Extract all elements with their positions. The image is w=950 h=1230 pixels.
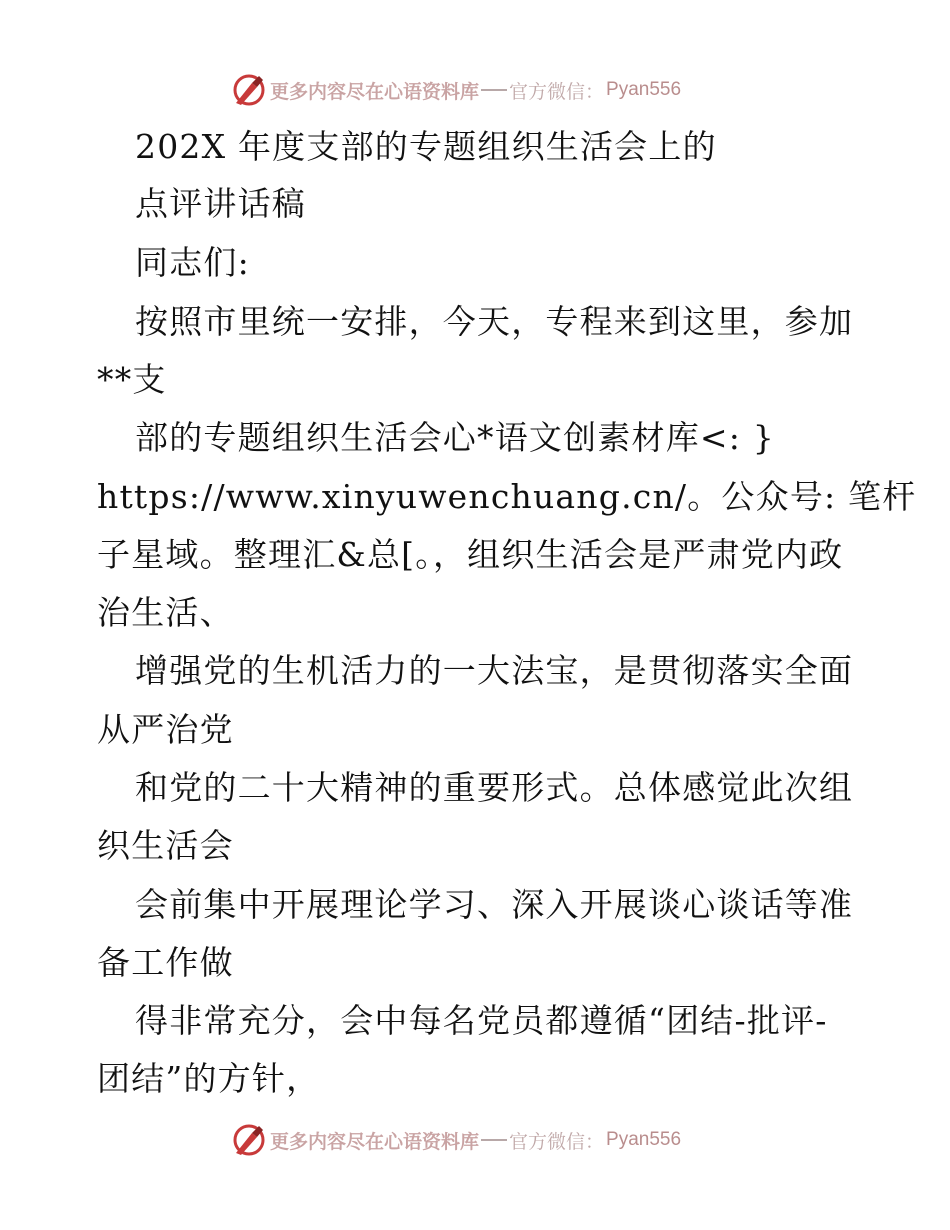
banner-wechat-id: Pyan556 (606, 1129, 682, 1150)
doc-line: 治生活、 (97, 593, 234, 632)
banner-dash (481, 89, 507, 91)
doc-line: 和党的二十大精神的重要形式。总体感觉此次组 (135, 768, 854, 807)
banner-wechat-label: 官方微信： (509, 80, 605, 103)
doc-salutation: 同志们: (135, 243, 250, 282)
doc-line: 增强党的生机活力的一大法宝，是贯彻落实全面 (135, 651, 854, 690)
header-banner (232, 72, 681, 108)
banner-slogan: 更多内容尽在心语资料库 (270, 1130, 480, 1153)
doc-line: 部的专题组织生活会心*语文创素材库<: } (135, 418, 775, 457)
doc-line: 子星域。整理汇&总[。，组织生活会是严肃党内政 (97, 535, 844, 574)
doc-title-line-2: 点评讲话稿 (135, 184, 306, 223)
footer-banner (232, 1122, 681, 1158)
doc-line: **支 (97, 360, 167, 399)
doc-line: https://www.xinyuwenchuang.cn/。公众号: 笔杆 (97, 477, 917, 516)
pen-logo-icon (232, 1123, 266, 1157)
doc-line: 会前集中开展理论学习、深入开展谈心谈话等准 (135, 885, 854, 924)
banner-slogan: 更多内容尽在心语资料库 (270, 80, 480, 103)
pen-logo-icon (232, 73, 266, 107)
banner-wechat-label: 官方微信： (509, 1130, 605, 1153)
doc-line: 备工作做 (97, 943, 234, 982)
banner-dash (481, 1139, 507, 1141)
doc-line: 得非常充分，会中每名党员都遵循“团结-批评- (135, 1001, 828, 1040)
doc-line: 从严治党 (97, 710, 234, 749)
doc-line: 按照市里统一安排，今天，专程来到这里，参加 (135, 302, 854, 341)
doc-title-line-1: 202X 年度支部的专题组织生活会上的 (135, 127, 717, 166)
doc-line: 团结”的方针， (97, 1059, 321, 1098)
doc-line: 织生活会 (97, 826, 234, 865)
banner-wechat-id: Pyan556 (606, 79, 682, 100)
